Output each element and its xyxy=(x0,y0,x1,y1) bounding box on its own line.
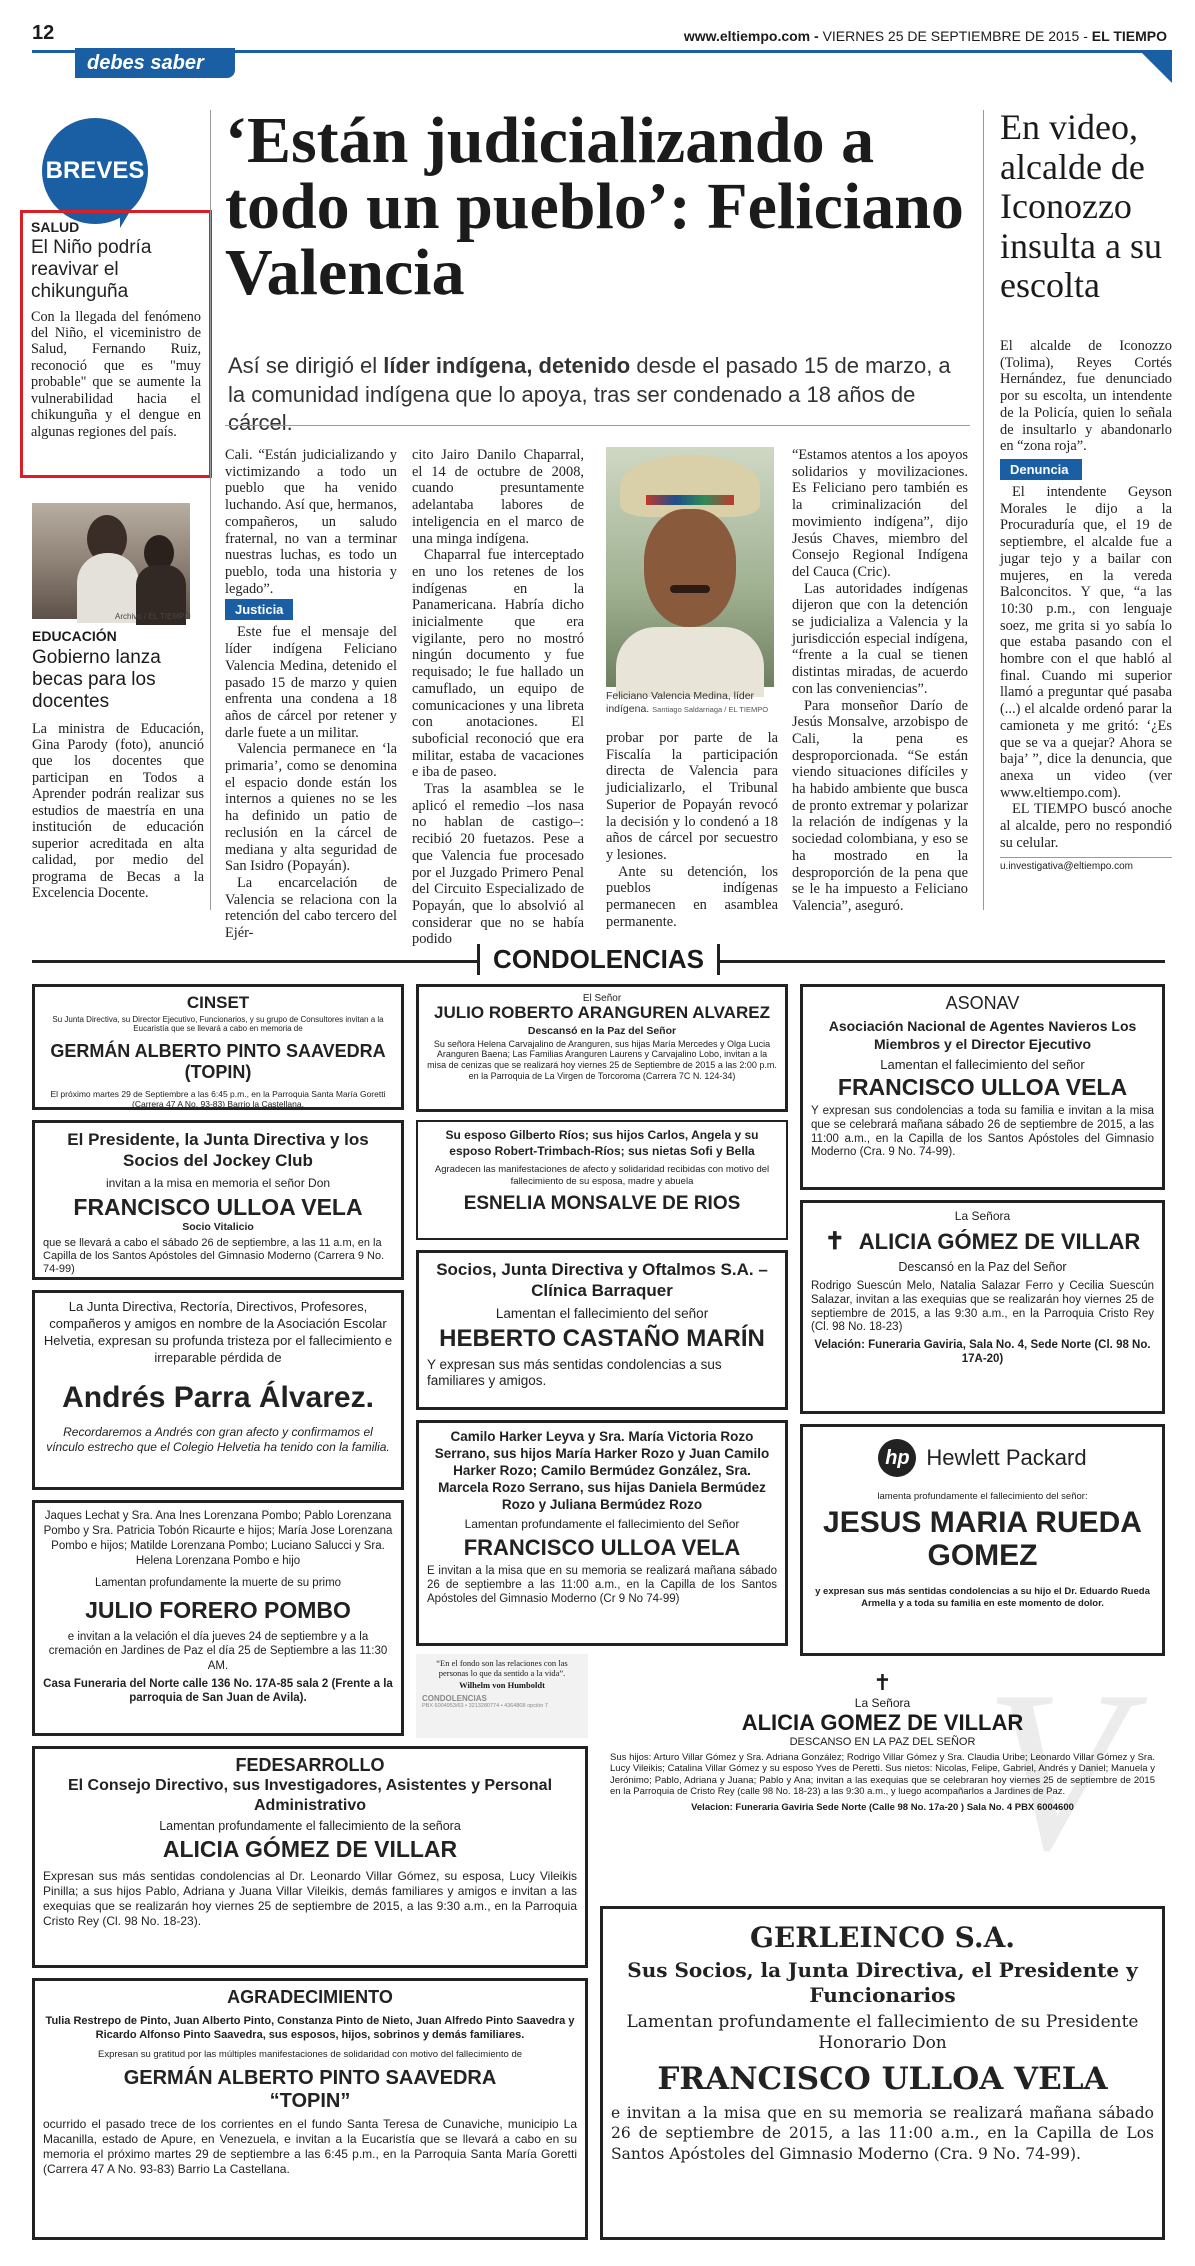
photo-credit: Santiago Saldarriaga / EL TIEMPO xyxy=(652,705,769,715)
notice-sub: DESCANSO EN LA PAZ DEL SEÑOR xyxy=(789,1736,976,1748)
breves-item-salud xyxy=(20,210,212,478)
breves-title: Gobierno lanza becas para los docentes xyxy=(32,647,161,712)
notice-detail: e invitan a la velación el día jueves 24 de septiembre y a la cremación en Jardines de Paz el día 25 de Septiembre a las 11:30 AM. xyxy=(48,1630,388,1672)
condolencias-title: CONDOLENCIAS xyxy=(477,944,720,975)
notice-line: Lamentan el fallecimiento del señor xyxy=(495,1305,709,1321)
side-headline: En video, alcalde de Iconozzo insulta a su escolta xyxy=(1000,107,1162,306)
paragraph: Ante su detención, los pueblos indígenas permanecen en asamblea permanente. xyxy=(606,863,778,930)
hp-logo-icon: hp xyxy=(878,1439,916,1477)
condolencias-rule-left xyxy=(32,960,477,963)
notice-sub: Socio Vitalicio xyxy=(182,1220,254,1233)
notice-org: ASONAV xyxy=(945,993,1020,1013)
notice-head: Su esposo Gilberto Ríos; sus hijos Carlos, Angela y su esposo Robert-Trimbach-Ríos; sus nietas Sofi y Bella xyxy=(445,1128,759,1158)
notice-nickname: “TOPIN” xyxy=(269,2089,351,2112)
notice-detail: Agradecen las manifestaciones de afecto y solidaridad recibidas con motivo del fallecimiento de su esposa, madre y abuela xyxy=(434,1164,770,1188)
byline[interactable]: u.investigativa@eltiempo.com xyxy=(1000,857,1172,873)
notice-head: Camilo Harker Leyva y Sra. María Victoria Rozo Serrano, sus hijos María Harker Rozo y Juan Camilo Harker Rozo; Camilo Bermúdez González, Sra. Marcela Rozo Serrano, sus hijas Daniela Bermúdez Rozo y Juliana Bermúdez Rozo xyxy=(434,1429,770,1512)
notice-gerleinco xyxy=(600,1906,1165,2240)
notice-name-row xyxy=(811,1227,1154,1256)
paper-name: EL TIEMPO xyxy=(1091,28,1167,44)
masthead-line xyxy=(684,28,1167,44)
notice-detail: y expresan sus más sentidas condolencias a su hijo el Dr. Eduardo Rueda Armella y a toda su familia en este momento de dolor. xyxy=(815,1586,1150,1610)
notice-head: Tulia Restrepo de Pinto, Juan Alberto Pinto, Constanza Pinto de Nieto, Juan Alfredo Pinto Saavedra y Ricardo Alfonso Pinto Saavedra, sus esposos, hijos, sobrinos y demás familiares. xyxy=(45,2015,575,2042)
deck-text: Así se dirigió el xyxy=(228,353,384,378)
notice-intro: Su Junta Directiva, su Director Ejecutivo, Funcionarios, y su grupo de Consultores invitan a la Eucaristía que se llevará a cabo en memoria de xyxy=(52,1015,384,1033)
notice-detail: ocurrido el pasado trece de los corrientes en el fundo Santa Teresa de Cunaviche, municipio La Macanilla, estado de Apure, en Venezuela, e invitan a la Eucaristía que se llevará a cabo en su memoria el próximo martes 29 de septiembre a las 6:45 p.m., en la Parroquia Santa María Goretti (Carrera 47 A No. 93-83) Barrio La Castellana. xyxy=(43,2116,577,2176)
cross-icon: ✝ xyxy=(873,1670,892,1695)
notice-org: GERLEINCO S.A. xyxy=(749,1921,1016,1954)
paragraph: “Estamos atentos a los apoyos solidarios y movilizaciones. Es Feliciano pero también es la criminalización del movimiento indígena”, dijo Jesús Chaves, miembro del Consejo Regional Indígena del Cauca (Cric). xyxy=(792,447,968,580)
article-column-2 xyxy=(412,447,584,948)
article-photo xyxy=(606,447,774,687)
notice-line: Lamentan profundamente el fallecimiento de la señora xyxy=(159,1819,461,1833)
notice-pre: La Señora xyxy=(854,1696,911,1710)
breves-title: El Niño podría reavivar el chikunguña xyxy=(31,237,152,302)
notice-pre: La Señora xyxy=(954,1209,1011,1223)
notice-line: Expresan su gratitud por las múltiples manifestaciones de solidaridad con motivo del fallecimiento de xyxy=(97,2048,523,2060)
condolencias-rule-right xyxy=(720,960,1165,963)
notice-detail: e invitan a la misa que en su memoria se realizará mañana sábado 26 de septiembre de 2015, a las 11:00 a.m., en la Capilla de Los Santos Apóstoles del Gimnasio Moderno (Cra. 9 No. 74-99). xyxy=(611,2103,1154,2164)
notice-detail: Rodrigo Suescún Melo, Natalia Salazar Ferro y Cecilia Suescún Salazar, invitan a las exequias que se realizarán hoy viernes 25 de septiembre de 2015, a las 9:30 a.m., en la Parroquia Cristo Rey (Cl. 98 No. 18-23) xyxy=(811,1280,1154,1334)
notice-name: JULIO FORERO POMBO xyxy=(85,1596,351,1623)
page-number: 12 xyxy=(32,22,55,44)
notice-velacion: Velacion: Funeraria Gaviria Sede Norte (Calle 98 No. 17a-20 ) Sala No. 4 PBX 6004600 xyxy=(691,1801,1074,1813)
notice-detail: Y expresan sus más sentidas condolencias a sus familiares y amigos. xyxy=(427,1356,722,1388)
paragraph: Las autoridades indígenas dijeron que con la detención se judicializa a Valencia y la jurisdicción especial indígena, “frente a la cual se tienen distintas miradas, de acuerdo con las conveniencias”. xyxy=(792,580,968,697)
notice-fedesarrollo xyxy=(32,1746,588,1968)
notice-name: ALICIA GÓMEZ DE VILLAR xyxy=(858,1228,1141,1254)
photo-caption xyxy=(606,690,776,716)
notice-name: JULIO ROBERTO ARANGUREN ALVAREZ xyxy=(434,1003,770,1022)
deck-text: desde el pasado 15 de marzo, a la comunidad indígena que lo apoya, tras ser condenado a 18 años de cárcel. xyxy=(228,353,951,436)
notice-aranguren xyxy=(416,984,788,1112)
photo-shirt xyxy=(616,627,764,697)
notice-head: El Presidente, la Junta Directiva y los Socios del Jockey Club xyxy=(67,1130,369,1171)
paragraph: probar por parte de la Fiscalía la participación directa de Valencia para judicializarlo, el Tribunal Superior de Popayán revocó la decisión y lo condenó a 18 años de cárcel por secuestro y lesiones. xyxy=(606,730,778,863)
corner-triangle xyxy=(1142,53,1172,83)
breves-category: EDUCACIÓN xyxy=(32,628,117,644)
lede-paragraph: Cali. “Están judicializando y victimizando a todo un pueblo que ha venido luchando. Así que, hermanos, compañeros, un saludo fraternal, no van a terminar nuestras luchas, es todo un pueblo, toda una historia y legado”. xyxy=(225,447,397,597)
paragraph: El alcalde de Iconozzo (Tolima), Reyes Cortés Hernández, fue denunciado por su escolta, un intendente de la Policía, quien lo señala de insultarlo y abandonarlo en “zona roja”. xyxy=(1000,338,1172,455)
notice-villar-1 xyxy=(800,1200,1165,1414)
notice-detail: que se llevará a cabo el sábado 26 de septiembre, a las 11 a.m, en la Capilla de los Santos Apóstoles del Gimnasio Moderno (Carrera 9 No. 74-99) xyxy=(43,1236,385,1275)
main-headline: ‘Están judicializando a todo un pueblo’: Feliciano Valencia xyxy=(225,104,964,309)
paragraph: EL TIEMPO buscó anoche al alcalde, pero no respondió su celular. xyxy=(1000,801,1172,851)
notice-line: Lamentan profundamente el fallecimiento de su Presidente Honorario Don xyxy=(626,2012,1139,2054)
notice-head: El Consejo Directivo, sus Investigadores, Asistentes y Personal Administrativo xyxy=(67,1777,553,1814)
notice-detail: Y expresan sus condolencias a toda su familia e invitan a la misa que se celebrará mañana sábado 26 de septiembre de 2015, a las 11:00 a.m., en la Capilla de los Santos Apóstoles del Gimnasio Moderno (Cra. 9 No. 74-99). xyxy=(811,1105,1154,1159)
quote-label: CONDOLENCIAS xyxy=(422,1694,487,1704)
notice-head: La Junta Directiva, Rectoría, Directivos, Profesores, compañeros y amigos en nombre de la Asociación Escolar Helvetia, expresan su profunda tristeza por el fallecimiento e irreparable pérdida de xyxy=(43,1299,393,1365)
notice-detail: Su señora Helena Carvajalino de Aranguren, sus hijas María Mercedes y Olga Lucia Aranguren Baena; Las Familias Aranguren Laurens y Carvajalino Lobo, invitan a la misa de cenizas que se realizará hoy viernes 25 de Septiembre de 2015 a las 2:00 p.m. en la Parroquia de La Virgen de Torcoroma (Carrera 7C N. 124-34) xyxy=(427,1038,777,1082)
paragraph: Valencia permanece en ‘la primaria’, como se denomina el espacio donde están los internos a quienes no se les ha definido un patio de reclusión en la cárcel de mediana y alta seguridad de San Isidro (Popayán). xyxy=(225,741,397,875)
breves-body: Con la llegada del fenómeno del Niño, el viceministro de Salud, Fernando Ruiz, reconoció que es "muy probable" que se aumente la vulnerabilidad hacia el chikunguña y el dengue en algunas regiones del país. xyxy=(31,308,201,440)
quote-pbx: PBX 6004953/63 • 3213280774 • 4364808 opción 7 xyxy=(422,1703,548,1710)
notice-hp xyxy=(800,1424,1165,1656)
notice-name: ALICIA GOMEZ DE VILLAR xyxy=(741,1710,1024,1735)
hp-logo-row xyxy=(811,1439,1154,1477)
deck-rule xyxy=(225,425,970,426)
article-column-1 xyxy=(225,447,397,942)
hp-brand: Hewlett Packard xyxy=(926,1445,1087,1470)
notice-line: Lamentan el fallecimiento del señor xyxy=(880,1057,1085,1072)
section-tag-justicia[interactable]: Justicia xyxy=(225,599,293,620)
caption-text: Feliciano Valencia Medina, líder indígena. xyxy=(606,690,755,716)
breves-category: SALUD xyxy=(31,219,80,235)
notice-agradecimiento xyxy=(32,1978,588,2240)
notice-name: FRANCISCO ULLOA VELA xyxy=(463,1535,741,1561)
notice-name: GERMÁN ALBERTO PINTO SAAVEDRA (TOPIN) xyxy=(50,1041,386,1082)
notice-name: FRANCISCO ULLOA VELA xyxy=(657,2060,1108,2097)
photo-face xyxy=(644,509,736,627)
notice-name: FRANCISCO ULLOA VELA xyxy=(73,1193,363,1220)
paragraph: El intendente Geyson Morales le dijo a la Procuraduría que, el 19 de septiembre, el alcalde fue a jugar tejo y a bailar con mujeres, en la vereda Balconcitos. Y que, “a las 10:30 p.m., con lenguaje soez, me grita si yo sabía lo que estaba pasando con el hombre con el que habló al final. Cuando mi superior llamó a preguntar qué pasaba (...) el alcalde ordenó parar la camioneta y me gritó: ‘¿Es que se va a quejar? Ahora se baja’ ”, dice la denuncia, que anexa un video (ver www.eltiempo.com). xyxy=(1000,484,1172,801)
notice-detail: El próximo martes 29 de Septiembre a las 6:45 p.m., en la Parroquia Santa María Goretti (Carrera 47 A No. 93-83) Barrio la Castellana. xyxy=(50,1089,386,1109)
notice-velacion: Velación: Funeraria Gaviria, Sala No. 4, Sede Norte (Cl. 98 No. 17A-20) xyxy=(814,1339,1151,1365)
notice-name: HEBERTO CASTAÑO MARÍN xyxy=(439,1324,765,1352)
breves-badge-label: BREVES xyxy=(45,157,145,184)
notice-detail: Expresan sus más sentidas condolencias al Dr. Leonardo Villar Gómez, su esposa, Lucy Vileikis Pinilla; a sus hijos Pablo, Adriana y Juana Villar Vileikis, demás familiares y amigos e invitan a las exequias que se realizarán hoy viernes 25 de septiembre de 2015, a las 9:30 a.m., en la Parroquia Cristo Rey (Cl. 98 No. 18-23). xyxy=(43,1869,577,1928)
issue-date: VIERNES 25 DE SEPTIEMBRE DE 2015 - xyxy=(822,28,1092,44)
notice-title: AGRADECIMIENTO xyxy=(227,1987,393,2007)
notice-head: Asociación Nacional de Agentes Navieros Los Miembros y el Director Ejecutivo xyxy=(828,1018,1137,1052)
quote-text: “En el fondo son las relaciones con las personas lo que da sentido a la vida”. xyxy=(436,1658,568,1679)
notice-detail: Recordaremos a Andrés con gran afecto y confirmamos el vínculo estrecho que el Colegio Helvetia ha tenido con la familia. xyxy=(46,1424,390,1454)
column-divider xyxy=(983,110,984,910)
notice-pre: El Señor xyxy=(582,993,622,1004)
column-divider xyxy=(210,110,211,910)
photo-hat-band xyxy=(646,495,734,505)
notice-head: Jaques Lechat y Sra. Ana Ines Lorenzana Pombo; Pablo Lorenzana Pombo y Sra. Patricia Tobón Ricaurte e hijos; María Jose Lorenzana Pombo e hijos; Matilde Lorenzana Pombo; Luciano Salucci y Sra. Helena Lorenzana Pombo e hijo xyxy=(43,1510,393,1567)
notice-asonav xyxy=(800,984,1165,1190)
watermark-initial: V xyxy=(984,1643,1125,1898)
breves-body: La ministra de Educación, Gina Parody (foto), anunció que los docentes que participan en Todos a Aprender podrán realizar sus estudios de maestría en una institución de educación superior acreditada en alta calidad, por medio del programa de Becas a la Excelencia Docente. xyxy=(32,720,204,902)
photo-hat xyxy=(620,455,760,517)
notice-monsalve xyxy=(416,1120,788,1240)
breves-photo xyxy=(32,503,190,619)
paragraph: La encarcelación de Valencia se relaciona con la retención del cabo tercero del Ejér- xyxy=(225,874,397,942)
notice-detail-address: Casa Funeraria del Norte calle 136 No. 17A-85 sala 2 (Frente a la parroquia de San Juan de Avila). xyxy=(43,1677,393,1705)
notice-harker xyxy=(416,1420,788,1646)
photo-mustache xyxy=(670,585,710,593)
paragraph: Para monseñor Darío de Jesús Monsalve, arzobispo de Cali, la pena es desproporcionada. “Se están viendo situaciones difíciles y ha habido ambiente que busca de pronto extremar y polarizar la relación de indígenas y la sociedad colombiana, y eso se ha mostrado en la desproporción de la pena que se le ha impuesto a Feliciano Valencia”, aseguró. xyxy=(792,697,968,914)
notice-head: Socios, Junta Directiva y Oftalmos S.A. – Clínica Barraquer xyxy=(436,1260,768,1301)
notice-sub: Descansó en la Paz del Señor xyxy=(527,1024,677,1037)
photo-credit: Archivo / EL TIEMPO xyxy=(115,612,191,621)
notice-jockey xyxy=(32,1120,404,1280)
paragraph: Chaparral fue interceptado en uno los retenes de los indígenas en la Panamericana. Habría dicho inicialmente que era vigilante, pero no mostró ningún documento y fue requisado; le fue hallado un camuflado, un equipo de comunicaciones y una libreta con anotaciones. El suboficial reconoció que era militar, estaba de vacaciones e iba de paseo. xyxy=(412,547,584,781)
notice-oftalmos xyxy=(416,1250,788,1410)
notice-forero xyxy=(32,1500,404,1736)
quote-author: Wilhelm von Humboldt xyxy=(459,1680,545,1691)
notice-line: Lamentan profundamente el fallecimiento del Señor xyxy=(464,1517,740,1532)
notice-line: Lamentan profundamente la muerte de su primo xyxy=(94,1576,342,1589)
notice-name: Andrés Parra Álvarez. xyxy=(62,1380,374,1414)
notice-sub: Descansó en la Paz del Señor xyxy=(898,1260,1067,1274)
notice-head: Sus Socios, la Junta Directiva, el Presidente y Funcionarios xyxy=(627,1958,1138,2007)
paragraph: Tras la asamblea se le aplicó el remedio –los nasa no hablan de castigo–: recibió 20 fuetazos. Pese a que Valencia fue procesado por el Juzgado Primero Penal del Circuito Especializado de Popayán, que lo absolvió al considerar que no se había podido xyxy=(412,781,584,948)
notice-name: FRANCISCO ULLOA VELA xyxy=(837,1074,1128,1100)
article-column-4 xyxy=(792,447,968,914)
notice-name: ALICIA GÓMEZ DE VILLAR xyxy=(162,1836,458,1862)
quote-box xyxy=(416,1654,588,1738)
cross-icon: ✝ xyxy=(824,1228,845,1255)
notice-org: CINSET xyxy=(186,993,250,1012)
site-url[interactable]: www.eltiempo.com - xyxy=(683,28,823,44)
notice-helvetia xyxy=(32,1290,404,1490)
paragraph: Este fue el mensaje del líder indígena Feliciano Valencia Medina, detenido el pasado 15 de marzo y quien enfrenta una condena a 18 años de cárcel por retener y darle fuete a un militar. xyxy=(225,624,397,741)
notice-name: JESUS MARIA RUEDA GOMEZ xyxy=(823,1506,1142,1572)
notice-cinset xyxy=(32,984,404,1110)
article-column-3 xyxy=(606,730,778,930)
side-body xyxy=(1000,338,1172,898)
notice-org: FEDESARROLLO xyxy=(235,1755,385,1775)
breves-item-educacion xyxy=(32,628,204,908)
notice-detail: E invitan a la misa que en su memoria se realizará mañana sábado 26 de septiembre a las 11:00 a.m., en la Capilla de los Santos Apóstoles del Gimnasio Moderno (Cr 9 No 74-99) xyxy=(427,1565,777,1605)
deck-emphasis: líder indígena, detenido xyxy=(383,353,631,378)
section-tab[interactable] xyxy=(75,48,235,78)
notice-line: lamenta profundamente el fallecimiento del señor: xyxy=(877,1491,1088,1502)
notice-villar-2 xyxy=(600,1643,1165,1900)
notice-name: ESNELIA MONSALVE DE RIOS xyxy=(463,1192,741,1214)
notice-detail: Sus hijos: Arturo Villar Gómez y Sra. Adriana González; Rodrigo Villar Gómez y Sra. Claudia Uribe; Leonardo Villar Gómez y Sra. Lucy Vileikis; Catalina Villar Gómez y su esposo Yves de Peretti. Sus nietos: Nicolas, Felipe, Gabriel, Andrés y Daniel; Manuela y Jerónimo; Pablo, Adriana y Juana; Pablo y Ana; invitan a las exequias que se celebraran hoy viernes 25 de septiembre de 2015 en la Parroquia de Cristo Rey (calle 98 No. 18-23) a las 9:30 a.m., y luego acompañarlos a Jardines de Paz. xyxy=(610,1752,1155,1798)
notice-line: invitan a la misa en memoria el señor Don xyxy=(105,1175,331,1190)
section-tag-denuncia[interactable]: Denuncia xyxy=(1000,459,1082,480)
paragraph: cito Jairo Danilo Chaparral, el 14 de octubre de 2008, cuando presuntamente adelantaba labores de inteligencia en el marco de una minga indígena. xyxy=(412,447,584,547)
section-tab-label: debes saber xyxy=(87,52,204,74)
notice-name: GERMÁN ALBERTO PINTO SAAVEDRA xyxy=(123,2066,497,2089)
